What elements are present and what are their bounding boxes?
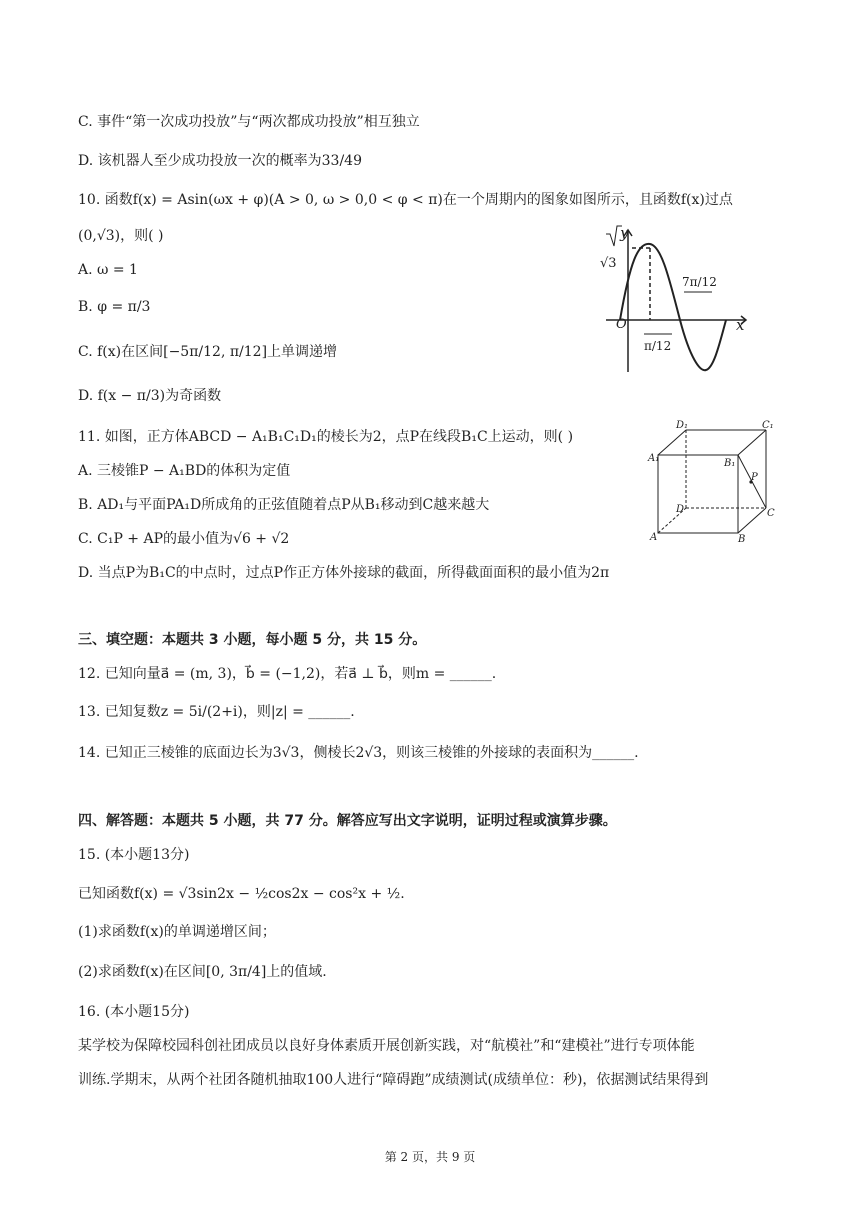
sine-graph-figure <box>596 222 766 382</box>
q10-option-b: B. φ = π/3 <box>78 299 151 315</box>
q9-option-d: D. 该机器人至少成功投放一次的概率为33/49 <box>78 153 362 169</box>
edge-C1B1 <box>738 430 766 455</box>
y-axis-label: y <box>620 224 629 242</box>
label-D: D <box>676 504 685 515</box>
q11-option-a: A. 三棱锥P − A₁BD的体积为定值 <box>78 463 291 479</box>
cube-figure <box>648 420 778 545</box>
7pi12-label: 7π/12 <box>682 275 717 289</box>
label-A: A <box>650 532 658 543</box>
q10-option-c: C. f(x)在区间[−5π/12, π/12]上单调递增 <box>78 344 338 360</box>
q15-body: 已知函数f(x) = √3sin2x − ½cos2x − cos²x + ½. <box>78 886 405 902</box>
label-B: B <box>738 534 746 545</box>
section-3-heading: 三、填空题：本题共 3 小题，每小题 5 分，共 15 分。 <box>78 632 427 648</box>
q12: 12. 已知向量a⃗ = (m, 3)，b⃗ = (−1,2)，若a⃗ ⊥ b⃗，则m = ______. <box>78 666 497 682</box>
page-footer: 第 2 页，共 9 页 <box>384 1150 476 1164</box>
label-C1: C₁ <box>762 420 774 431</box>
q15-title: 15. (本小题13分) <box>78 847 190 863</box>
q11-option-c: C. C₁P + AP的最小值为√6 + √2 <box>78 531 290 547</box>
label-B1: B₁ <box>724 458 736 469</box>
q16-body-line1: 某学校为保障校园科创社团成员以良好身体素质开展创新实践，对“航模社”和“建模社”进行专项体能 <box>78 1038 695 1054</box>
edge-BC <box>738 508 766 533</box>
section-4-heading: 四、解答题：本题共 5 小题，共 77 分。解答应写出文字说明，证明过程或演算步骤。 <box>78 813 617 829</box>
sine-curve <box>620 244 726 370</box>
x-axis-label: x <box>736 316 745 334</box>
label-A1: A₁ <box>648 453 660 464</box>
q10-stem: 10. 函数f(x) = Asin(ωx + φ)(A > 0, ω > 0,0 < φ < π)在一个周期内的图象如图所示，且函数f(x)过点 <box>78 192 733 208</box>
q14: 14. 已知正三棱锥的底面边长为3√3，侧棱长2√3，则该三棱锥的外接球的表面积为______. <box>78 745 639 761</box>
label-C: C <box>767 508 775 519</box>
pi12-label: π/12 <box>644 339 672 353</box>
q15-part2: (2)求函数f(x)在区间[0, 3π/4]上的值域. <box>78 964 327 980</box>
q9-option-c: C. 事件“第一次成功投放”与“两次都成功投放”相互独立 <box>78 114 420 130</box>
q10-option-a: A. ω = 1 <box>78 262 138 278</box>
q16-title: 16. (本小题15分) <box>78 1004 190 1020</box>
sqrt3-label: √3 <box>600 256 617 271</box>
label-P: P <box>751 472 758 483</box>
q15-part1: (1)求函数f(x)的单调递增区间； <box>78 924 276 940</box>
q11-option-b: B. AD₁与平面PA₁D所成角的正弦值随着点P从B₁移动到C越来越大 <box>78 497 490 513</box>
edge-A1D1 <box>658 430 686 455</box>
q10-stem-cont: (0,√3)，则( ) <box>78 228 164 244</box>
q11-stem: 11. 如图，正方体ABCD − A₁B₁C₁D₁的棱长为2，点P在线段B₁C上运动，则( ) <box>78 429 574 445</box>
q10-option-d: D. f(x − π/3)为奇函数 <box>78 388 222 404</box>
q13: 13. 已知复数z = 5i/(2+i)，则|z| = ______. <box>78 704 355 720</box>
label-D1: D₁ <box>676 420 689 431</box>
origin-label: O <box>616 317 627 332</box>
q11-option-d: D. 当点P为B₁C的中点时，过点P作正方体外接球的截面，所得截面面积的最小值为2π <box>78 565 610 581</box>
q16-body-line2: 训练.学期末，从两个社团各随机抽取100人进行“障碍跑”成绩测试(成绩单位：秒)，依据测试结果得到 <box>78 1072 709 1088</box>
